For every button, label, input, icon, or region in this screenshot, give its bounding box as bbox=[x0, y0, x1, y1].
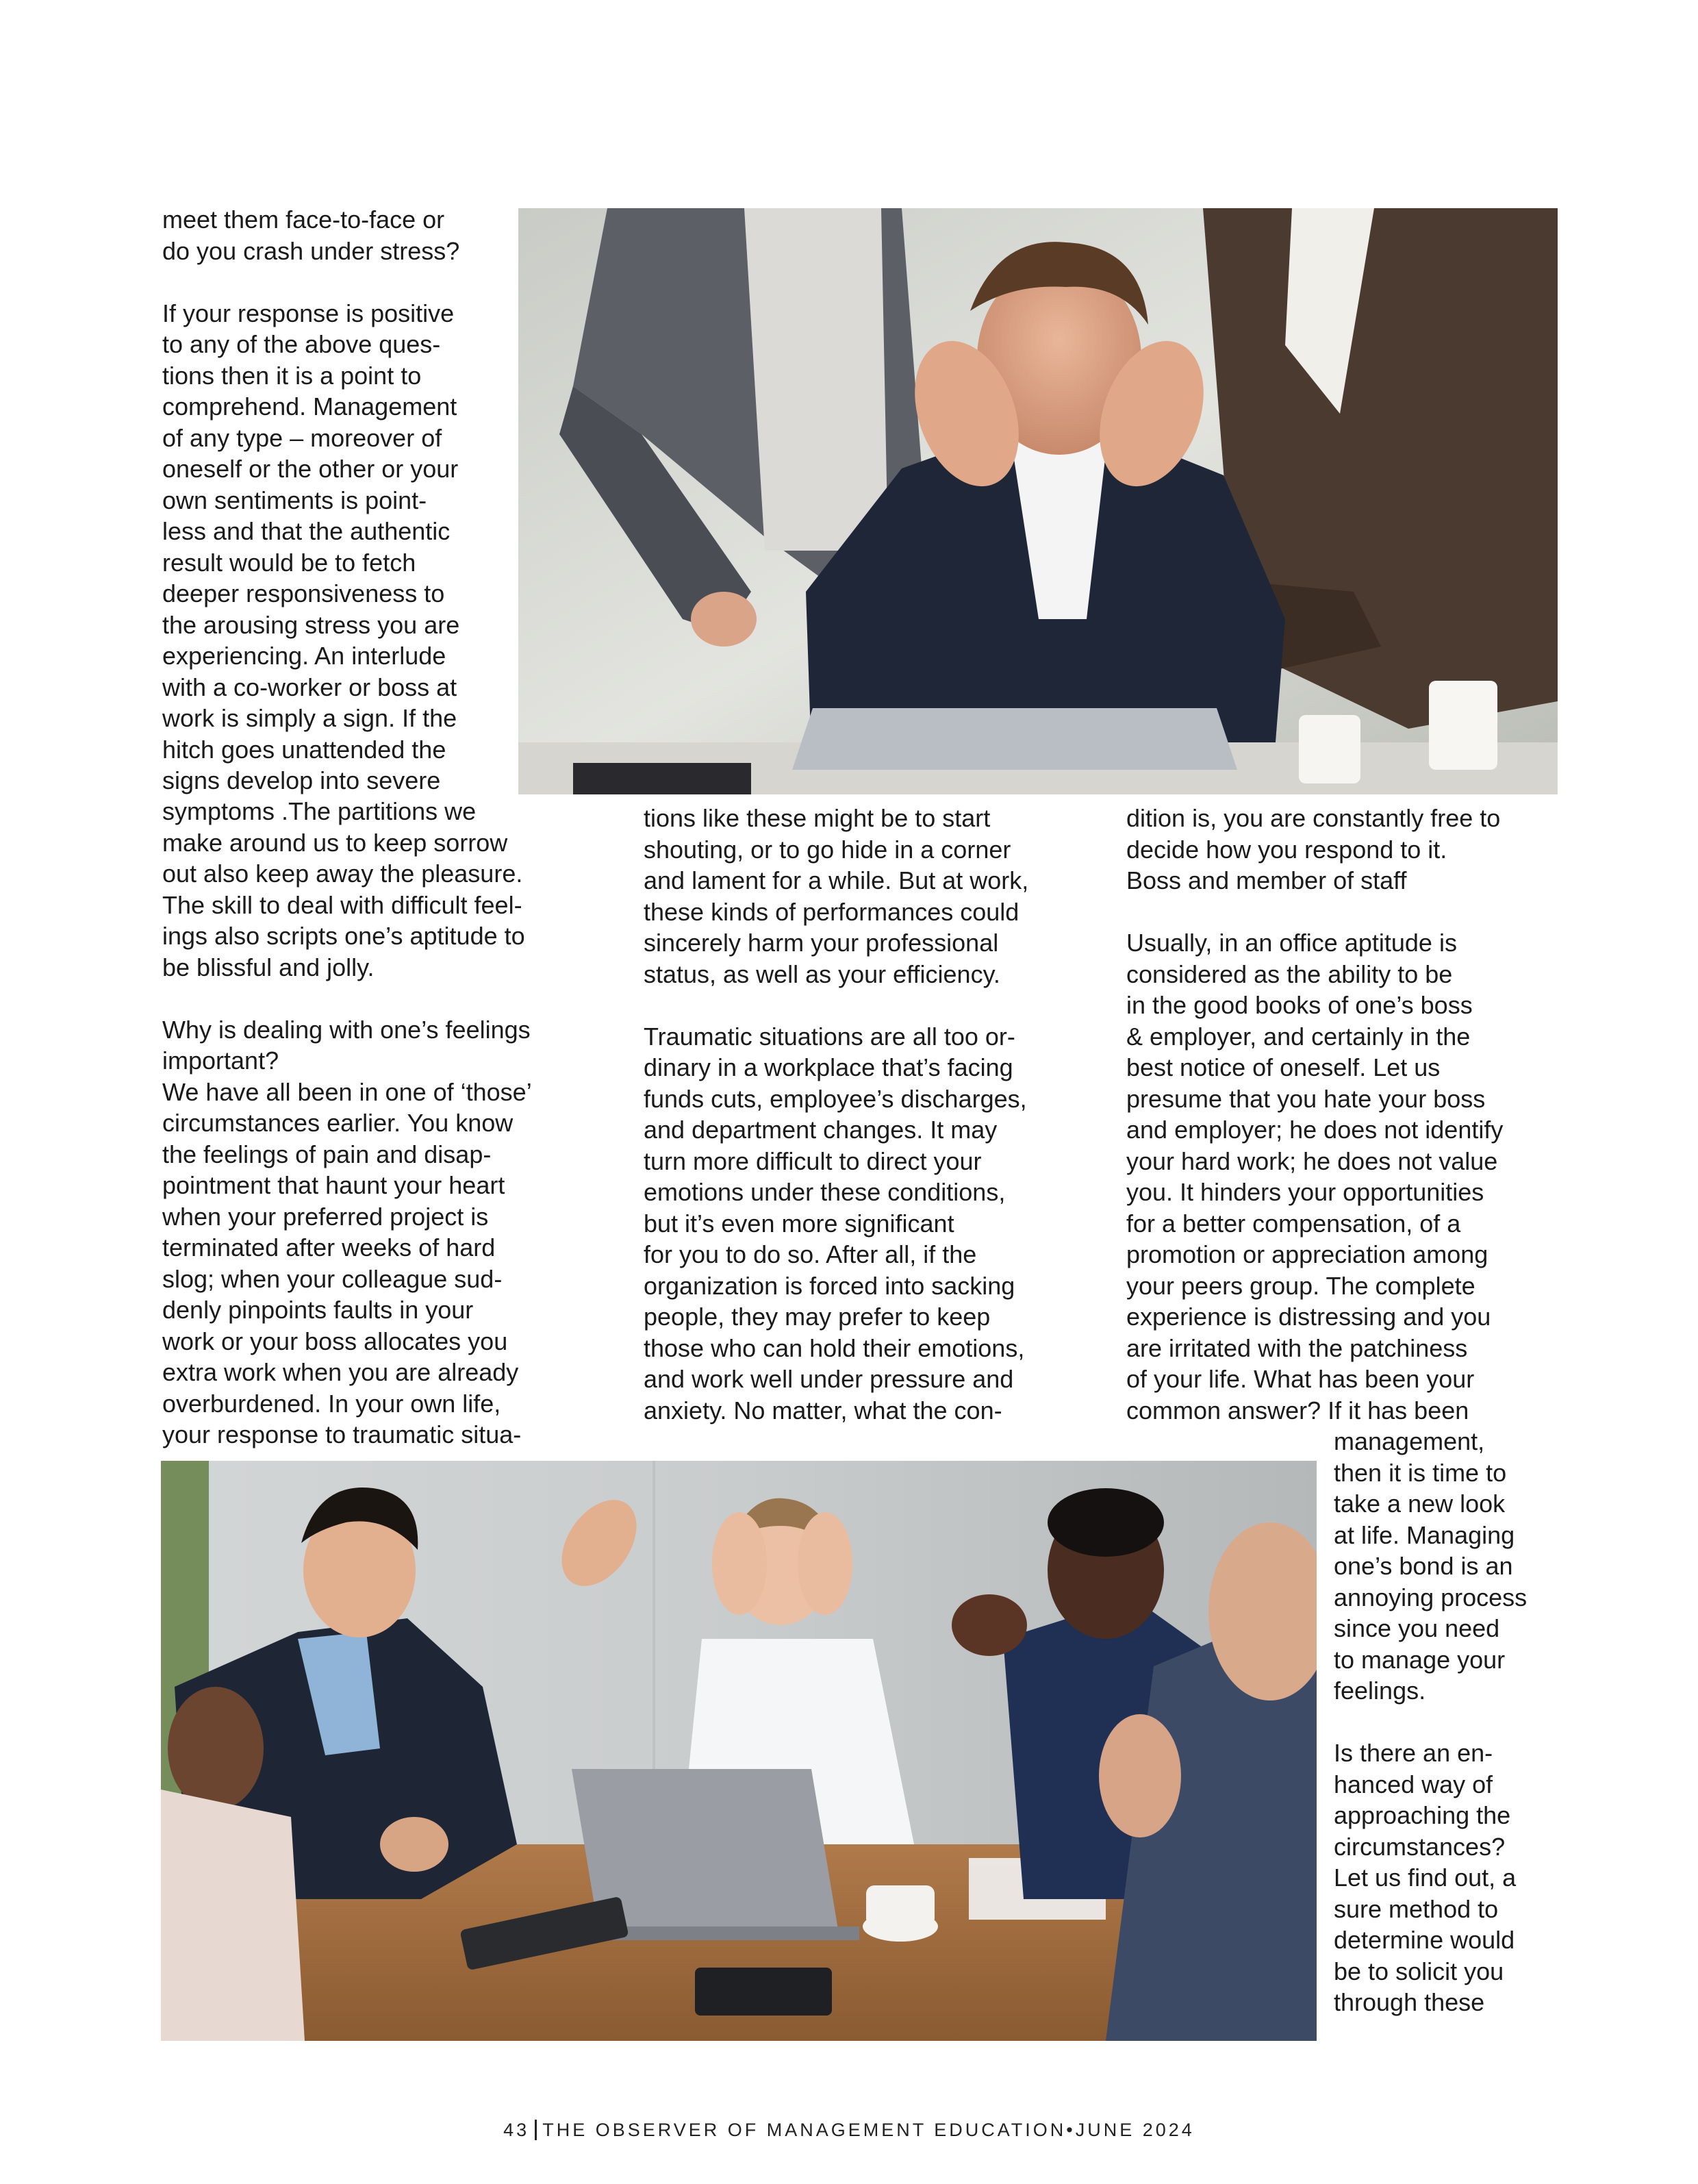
article-col3: dition is, you are constantly free to decide how you respond to it. Boss and member of staff Usually, in an office aptitude is considered as the ability to be in the good books of one’s boss & employer, and certainly in the best notice of oneself. Let us presume that you hate your boss and employer; he does not identify your hard work; he does not value you. It hinders your opportunities for a better compensation, of a promotion or appreciation among your peers group. The complete experience is distressing and you are irritated with the patchiness of your life. What has been your common answer? If it has been bbox=[1126, 804, 1504, 1424]
top-photo-illustration bbox=[518, 208, 1558, 794]
article-col1-top: meet them face-to-face or do you crash under stress? If your response is positive to any of the above ques- tions then it is a point to comprehend. Management of any type – moreover of oneself or the other or your own sentiments is point- less and that the authentic result would be to fetch deeper responsiveness to the arousing stress you are experiencing. An interlude with a co-worker or boss at work is simply a sign. If the hitch goes unattended the signs develop into severe bbox=[162, 205, 460, 794]
issue-date: JUNE 2024 bbox=[1075, 2120, 1195, 2140]
top-photo bbox=[518, 208, 1558, 794]
footer-separator bbox=[535, 2120, 537, 2140]
article-col2: tions like these might be to start shouting, or to go hide in a corner and lament for a while. But at work, these kinds of performances could sincerely harm your professional status, as well as your efficiency. Traumatic situations are all too or- dinary in a workplace that’s facing funds cuts, employee’s discharges, and department changes. It may turn more difficult to direct your emotions under these conditions, but it’s even more significant for you to do so. After all, if the organization is forced into sacking people, they may prefer to keep those who can hold their emotions, and work well under pressure and anxiety. No matter, what the con- bbox=[644, 804, 1029, 1424]
bottom-photo bbox=[161, 1461, 1317, 2041]
bottom-photo-illustration bbox=[161, 1461, 1317, 2041]
article-col3-narrow: management, then it is time to take a new look at life. Managing one’s bond is an annoying process since you need to manage your feelings. Is there an en- hanced way of approaching the circumstances? Let us find out, a sure method to determine would be to solicit you through these bbox=[1334, 1427, 1528, 2016]
publication-name: THE OBSERVER OF MANAGEMENT EDUCATION bbox=[542, 2120, 1067, 2140]
footer-bullet: • bbox=[1066, 2120, 1076, 2140]
page-footer bbox=[0, 2120, 1698, 2141]
page-number: 43 bbox=[503, 2120, 530, 2140]
article-col1-bottom: symptoms .The partitions we make around us to keep sorrow out also keep away the pleasure. The skill to deal with difficult feel- ings also scripts one’s aptitude to be blissful and jolly. Why is dealing with one’s feelings important? We have all been in one of ‘those’ circumstances earlier. You know the feelings of pain and disap- pointment that haunt your heart when your preferred project is terminated after weeks of hard slog; when your colleague sud- denly pinpoints faults in your work or your boss allocates you extra work when you are already overburdened. In your own life, your response to traumatic situa- bbox=[162, 797, 532, 1448]
